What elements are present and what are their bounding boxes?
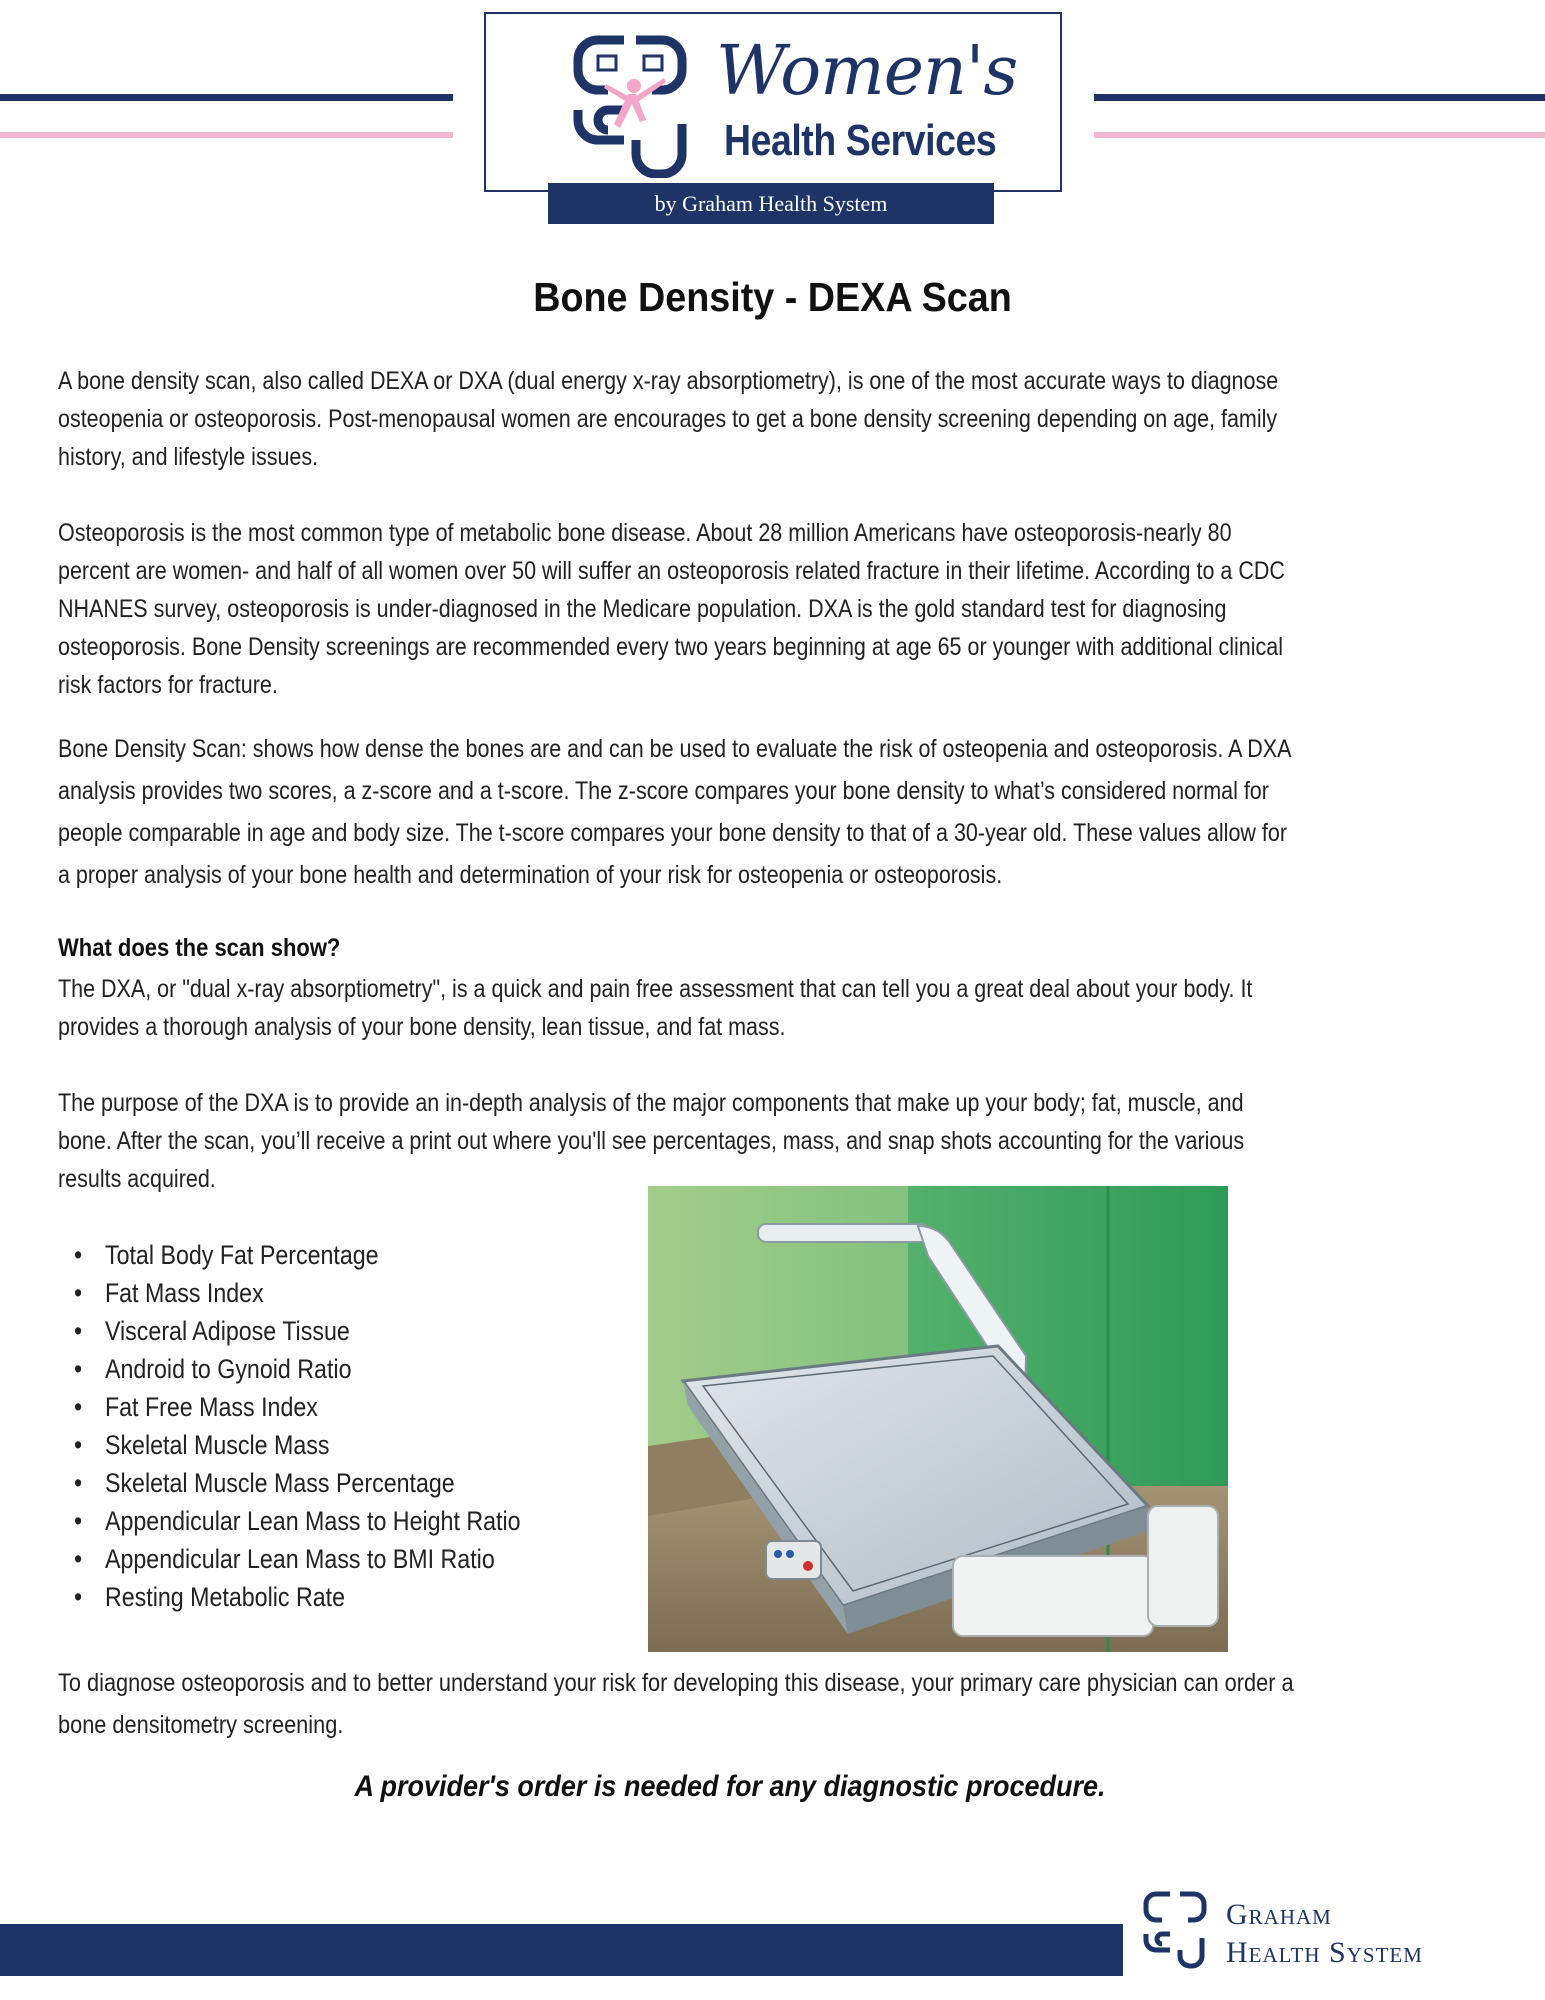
list-item: • Android to Gynoid Ratio bbox=[74, 1350, 521, 1388]
provider-order-notice: A provider's order is needed for any diagnostic procedure. bbox=[354, 1770, 1106, 1803]
list-item: • Skeletal Muscle Mass Percentage bbox=[74, 1464, 521, 1502]
womens-health-logo bbox=[484, 12, 1062, 192]
intro-paragraph: A bone density scan, also called DEXA or DXA (dual energy x-ray absorptiometry), is one of the most accurate ways to diagnose osteopenia or osteoporosis. Post-menopausal women are encourages to get a bone density screening depending on age, family history, and lifestyle issues. bbox=[58, 367, 1279, 471]
list-item: • Appendicular Lean Mass to BMI Ratio bbox=[74, 1540, 521, 1578]
list-item: • Skeletal Muscle Mass bbox=[74, 1426, 521, 1464]
brand-bold-text: Health Services bbox=[724, 116, 997, 165]
header-line-left-navy bbox=[0, 94, 453, 101]
graham-heart-logo-icon bbox=[566, 28, 726, 178]
scan-heading: What does the scan show? bbox=[58, 934, 341, 962]
dexa-machine-photo bbox=[648, 1186, 1228, 1652]
purpose-paragraph: The purpose of the DXA is to provide an in-depth analysis of the major components that make up your body; fat, muscle, and bone. After the scan, you’ll receive a print out where you'll see percentages, mass, and snap shots accounting for the various results acquired. bbox=[58, 1089, 1245, 1193]
header-line-right-navy bbox=[1094, 94, 1545, 101]
list-item: • Fat Free Mass Index bbox=[74, 1388, 521, 1426]
closing-paragraph: To diagnose osteoporosis and to better understand your risk for developing this disease, your primary care physician can order a bone densitometry screening. bbox=[58, 1669, 1294, 1739]
list-item: • Fat Mass Index bbox=[74, 1274, 521, 1312]
header-line-left-pink bbox=[0, 132, 453, 138]
scan-paragraph: The DXA, or "dual x-ray absorptiometry", is a quick and pain free assessment that can tell you a great deal about your body. It provides a thorough analysis of your bone density, lean tissue, and fat mass. bbox=[58, 975, 1253, 1041]
graham-health-logo-icon bbox=[1140, 1888, 1212, 1970]
list-item: • Visceral Adipose Tissue bbox=[74, 1312, 521, 1350]
byline-banner: by Graham Health System bbox=[548, 183, 994, 224]
page-title: Bone Density - DEXA Scan bbox=[533, 274, 1012, 320]
list-item: • Appendicular Lean Mass to Height Ratio bbox=[74, 1502, 521, 1540]
osteoporosis-paragraph: Osteoporosis is the most common type of metabolic bone disease. About 28 million Americans have osteoporosis-nearly 80 percent are women- and half of all women over 50 will suffer an osteoporosis related fracture in their lifetime. According to a CDC NHANES survey, osteoporosis is under-diagnosed in the Medicare population. DXA is the gold standard test for diagnosing osteoporosis. Bone Density screenings are recommended every two years beginning at age 65 or younger with additional clinical risk factors for fracture. bbox=[58, 519, 1285, 699]
results-list bbox=[74, 1236, 593, 1616]
header-line-right-pink bbox=[1094, 132, 1545, 138]
list-item: • Resting Metabolic Rate bbox=[74, 1578, 521, 1616]
bone-density-paragraph: Bone Density Scan: shows how dense the bones are and can be used to evaluate the risk of osteopenia and osteoporosis. A DXA analysis provides two scores, a z-score and a t-score. The z-score compares your bone density to what’s considered normal for people comparable in age and body size. The t-score compares your bone density to that of a 30-year old. These values allow for a proper analysis of your bone health and determination of your risk for osteopenia or osteoporosis. bbox=[58, 735, 1291, 889]
footer-bar bbox=[0, 1924, 1123, 1976]
footer-name-line2: Health System bbox=[1226, 1936, 1423, 1969]
list-item: • Total Body Fat Percentage bbox=[74, 1236, 521, 1274]
brand-script-text: Women's bbox=[716, 32, 1018, 111]
footer-name-line1: Graham bbox=[1226, 1898, 1332, 1931]
